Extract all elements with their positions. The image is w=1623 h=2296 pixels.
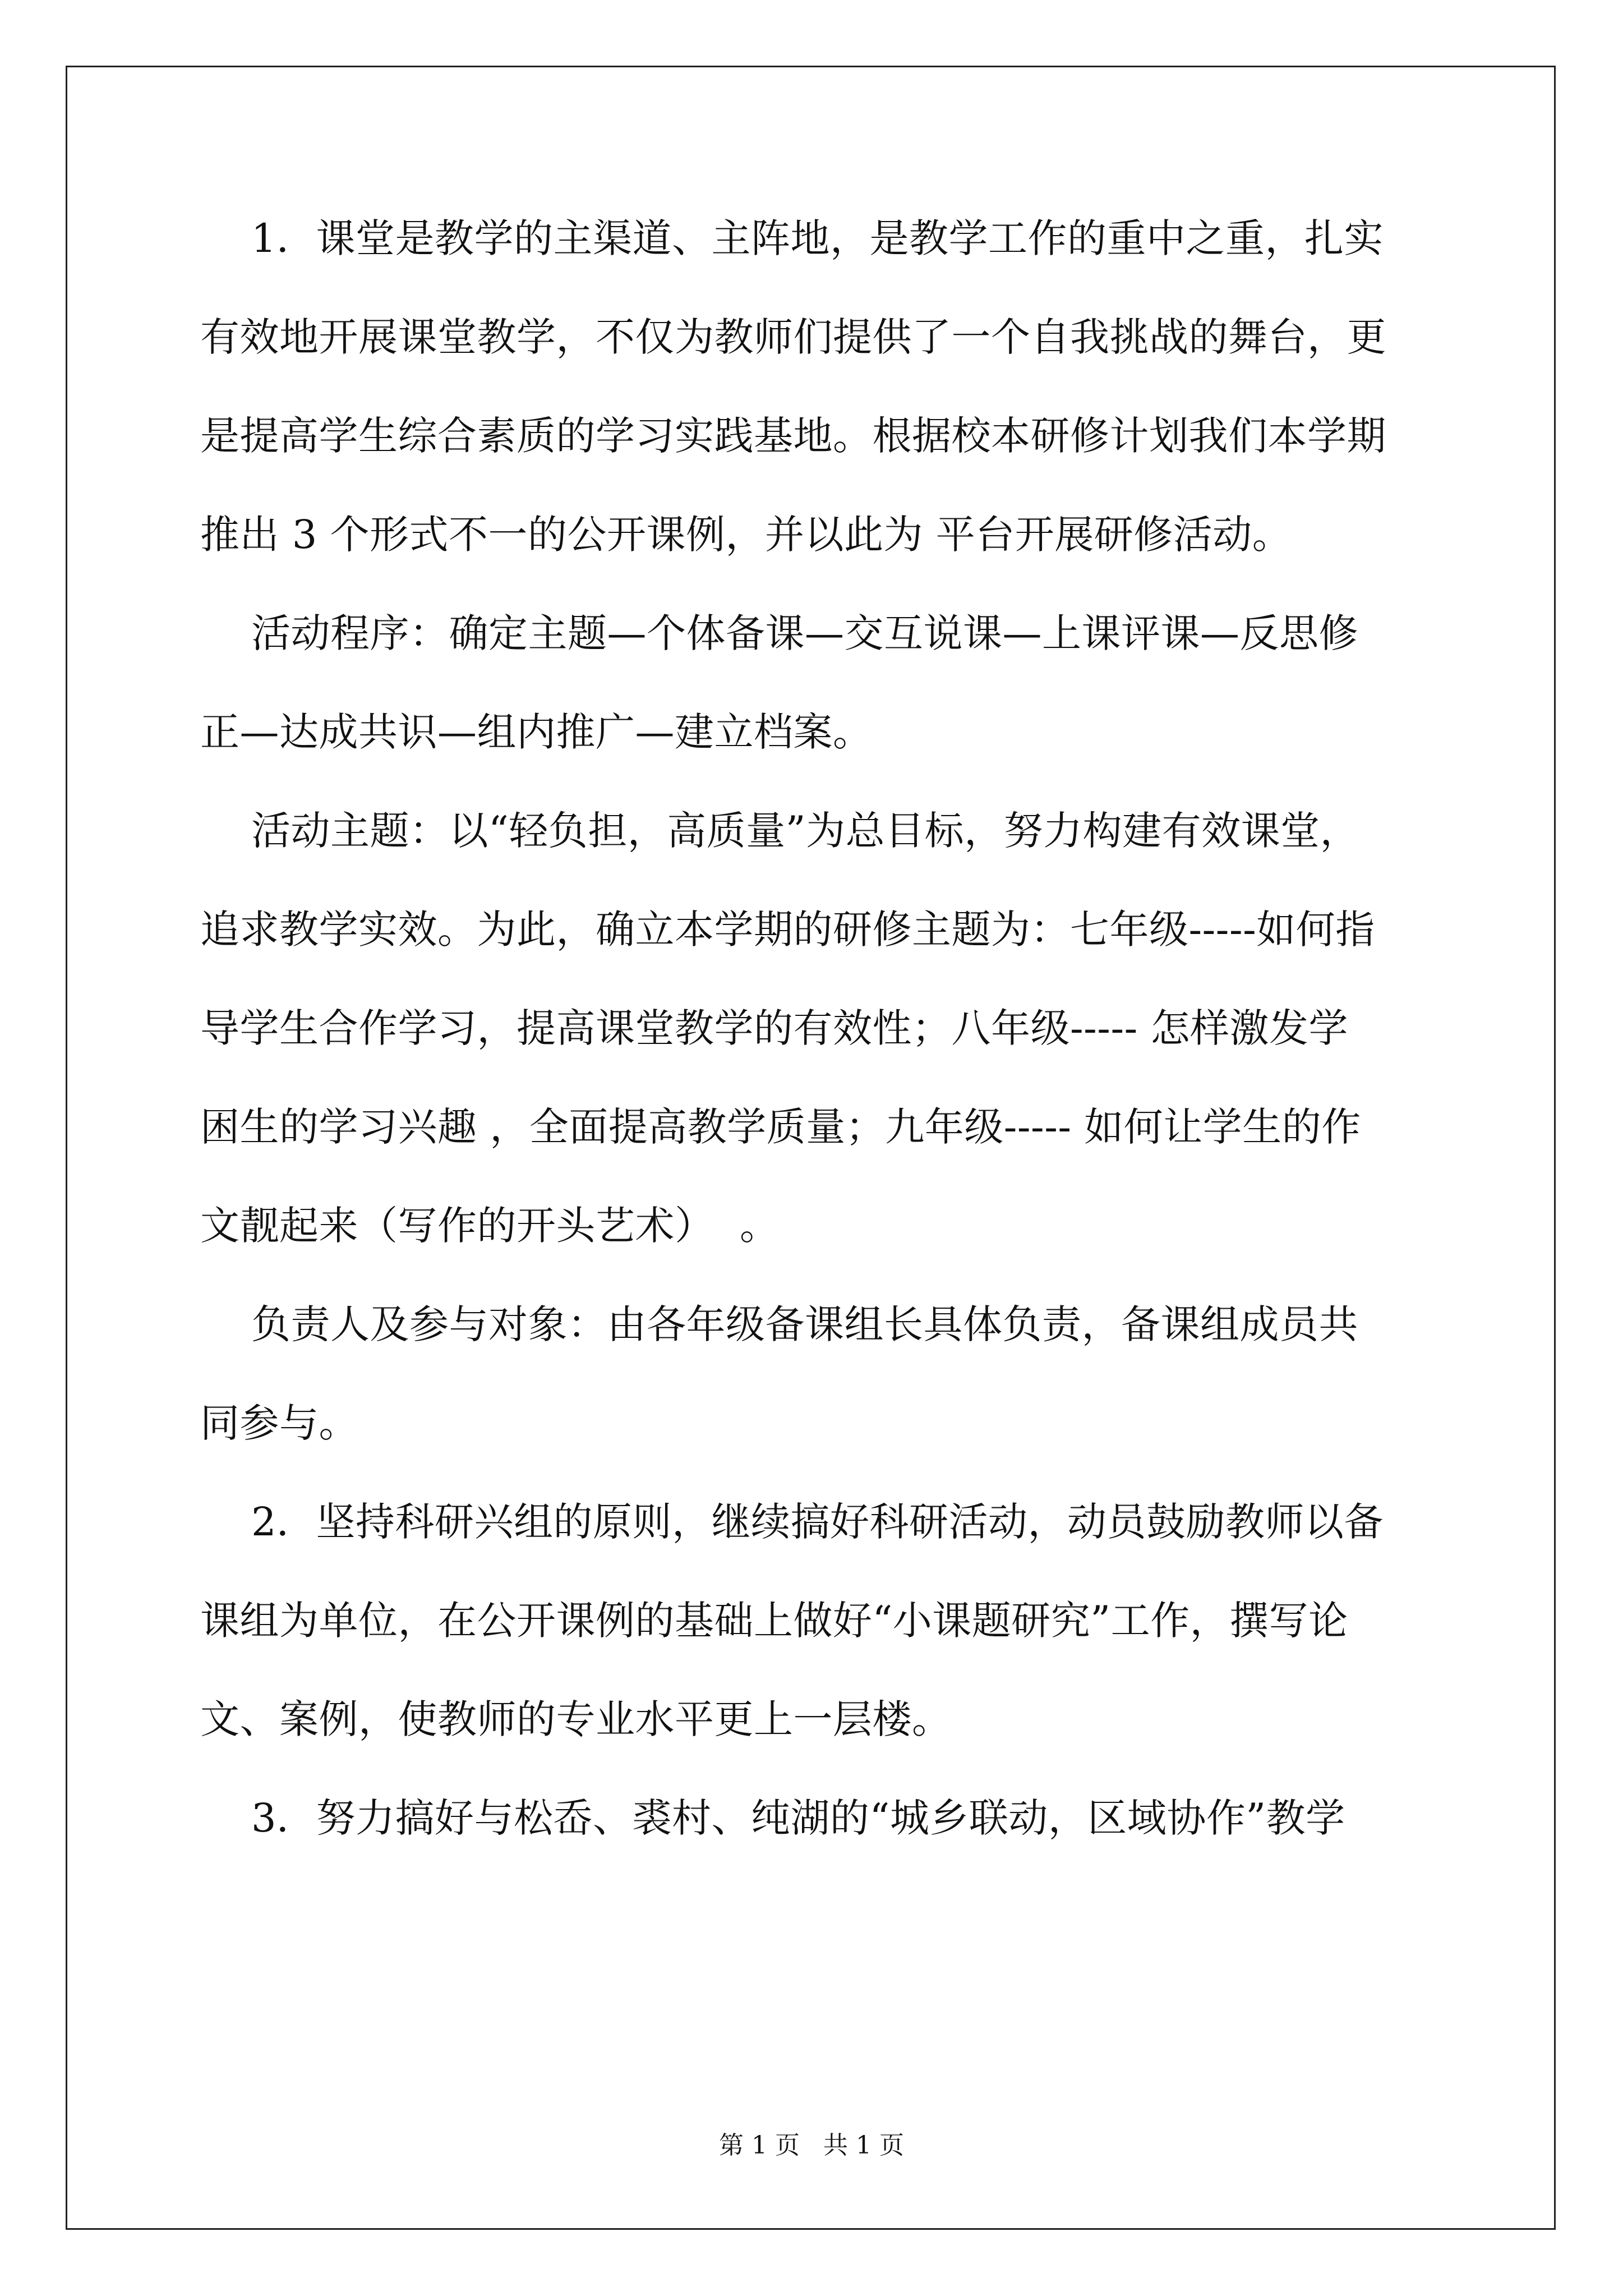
text-line-15: 课组为单位，在公开课例的基础上做好“小课题研究”工作，撰写论	[200, 1598, 1348, 1644]
text-line-2: 有效地开展课堂教学，不仅为教师们提供了一个自我挑战的舞台，更	[200, 314, 1386, 360]
text-line-9: 导学生合作学习，提高课堂教学的有效性；八年级----- 怎样激发学	[200, 1005, 1349, 1051]
text-line-17: 3．努力搞好与松岙、裘村、纯湖的“城乡联动，区域协作”教学	[200, 1795, 1345, 1841]
text-line-1: 1．课堂是教学的主渠道、主阵地，是教学工作的重中之重，扎实	[200, 215, 1384, 261]
text-line-16: 文、案例，使教师的专业水平更上一层楼。	[200, 1696, 952, 1742]
text-line-3: 是提高学生综合素质的学习实践基地。根据校本研修计划我们本学期	[200, 413, 1386, 459]
page-number-footer: 第 1 页 共 1 页	[719, 2131, 904, 2160]
text-line-5: 活动程序：确定主题—个体备课—交互说课—上课评课—反思修	[200, 610, 1359, 656]
text-line-10: 困生的学习兴趣 ，全面提高教学质量；九年级----- 如何让学生的作	[200, 1104, 1361, 1150]
text-line-6: 正—达成共识—组内推广—建立档案。	[200, 709, 873, 755]
text-line-7: 活动主题：以“轻负担，高质量”为总目标，努力构建有效课堂，	[200, 808, 1360, 854]
text-line-13: 同参与。	[200, 1400, 358, 1446]
text-line-14: 2．坚持科研兴组的原则，继续搞好科研活动，动员鼓励教师以备	[200, 1499, 1384, 1545]
text-line-12: 负责人及参与对象：由各年级备课组长具体负责，备课组成员共	[200, 1301, 1359, 1347]
text-line-4: 推出 3 个形式不一的公开课例，并以此为 平台开展研修活动。	[200, 512, 1292, 558]
text-line-11: 文靓起来（写作的开头艺术） 。	[200, 1203, 780, 1249]
text-line-8: 追求教学实效。为此，确立本学期的研修主题为：七年级-----如何指	[200, 907, 1375, 953]
